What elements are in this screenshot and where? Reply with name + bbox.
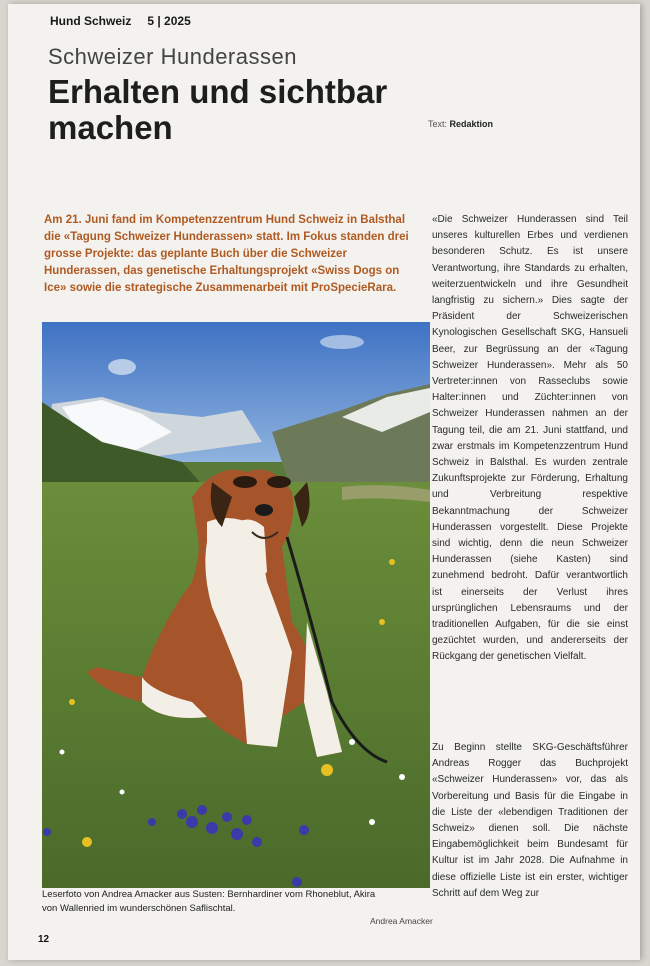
page-header: [50, 14, 191, 28]
article-lead: Am 21. Juni fand im Kompetenzzentrum Hund Schweiz in Balsthal die «Tagung Schweizer Hunderassen» statt. Im Fokus standen drei grosse Projekte: das geplante Buch über die Schweizer Hunderassen, das genetische Erhaltungsprojekt «Swiss Dogs on Ice» sowie die strategische Zusammenarbeit mit ProSpecieRara.: [44, 214, 409, 294]
magazine-page: [8, 4, 640, 960]
page-number: 12: [38, 934, 50, 945]
body-paragraph-1: «Die Schweizer Hunderassen sind Teil unseres kulturellen Erbes und verdienen besonderen Schutz. Es ist unsere Verantwortung, ihre Standards zu erhalten, weiterzuentwickeln und ihre Gesundheit langfristig zu sichern.» Dies sagte der Präsident der Schweizerischen Kynologischen Gesellschaft SKG, Hansueli Beer, zur Begrüssung an der «Tagung Schweizer Hunderassen». Mehr als 50 Vertreter:innen von Rasseclubs sowie Halter:innen und Züchter:innen von Schweizer Hunderassen nahmen an der Tagung teil, die am 21. Juni stattfand, und zwar erstmals im Kompetenzzentrum Hund Schweiz in Balsthal. Es wurden zentrale Zukunftsprojekte zur Förderung, Erhaltung und Verbreitung respektive Bekanntmachung der Schweizer Hunderassen vorgestellt. Diese Projekte sind wichtig, denn die neun Schweizer Hunderassen (siehe Kasten) sind zunehmend bedroht. Dafür verantwortlich ist einerseits der Verlust ihres ursprünglichen Lebensraums und der traditionellen Aufgaben, für die sie einst gezüchtet wurden, und andererseits der Rückgang der genetischen Vielfalt.: [432, 214, 628, 663]
body-paragraph-2: Zu Beginn stellte SKG-Geschäftsführer Andreas Rogger das Buchprojekt «Schweizer Hunderassen» vor, das als Vorbereitung und Basis für die Eingabe in die Liste der «lebendigen Traditionen der Schweiz» dienen soll. Die nächste Eingabemöglichkeit beim Bundesamt für Kultur ist im Jahr 2028. Die Aufnahme in diese offizielle Liste ist ein erster, wichtiger Schritt auf dem Weg zur: [432, 742, 628, 899]
author-credit: [428, 119, 493, 129]
dog-photo-illustration: [42, 322, 430, 888]
magazine-name: Hund Schweiz: [50, 14, 132, 28]
article-title: Erhalten und sichtbar machen: [48, 73, 388, 146]
dog-photo: [42, 322, 430, 888]
photo-credit: Andrea Amacker: [370, 916, 433, 926]
credit-author: Redaktion: [449, 119, 494, 129]
photo-caption: Leserfoto von Andrea Amacker aus Susten: Bernhardiner vom Rhoneblut, Akira von Wallenried im wunderschönen Saflischtal.: [42, 889, 376, 914]
issue-number: 5 | 2025: [147, 14, 191, 28]
credit-prefix: Text:: [428, 119, 448, 129]
article-kicker: Schweizer Hunderassen: [48, 44, 297, 69]
